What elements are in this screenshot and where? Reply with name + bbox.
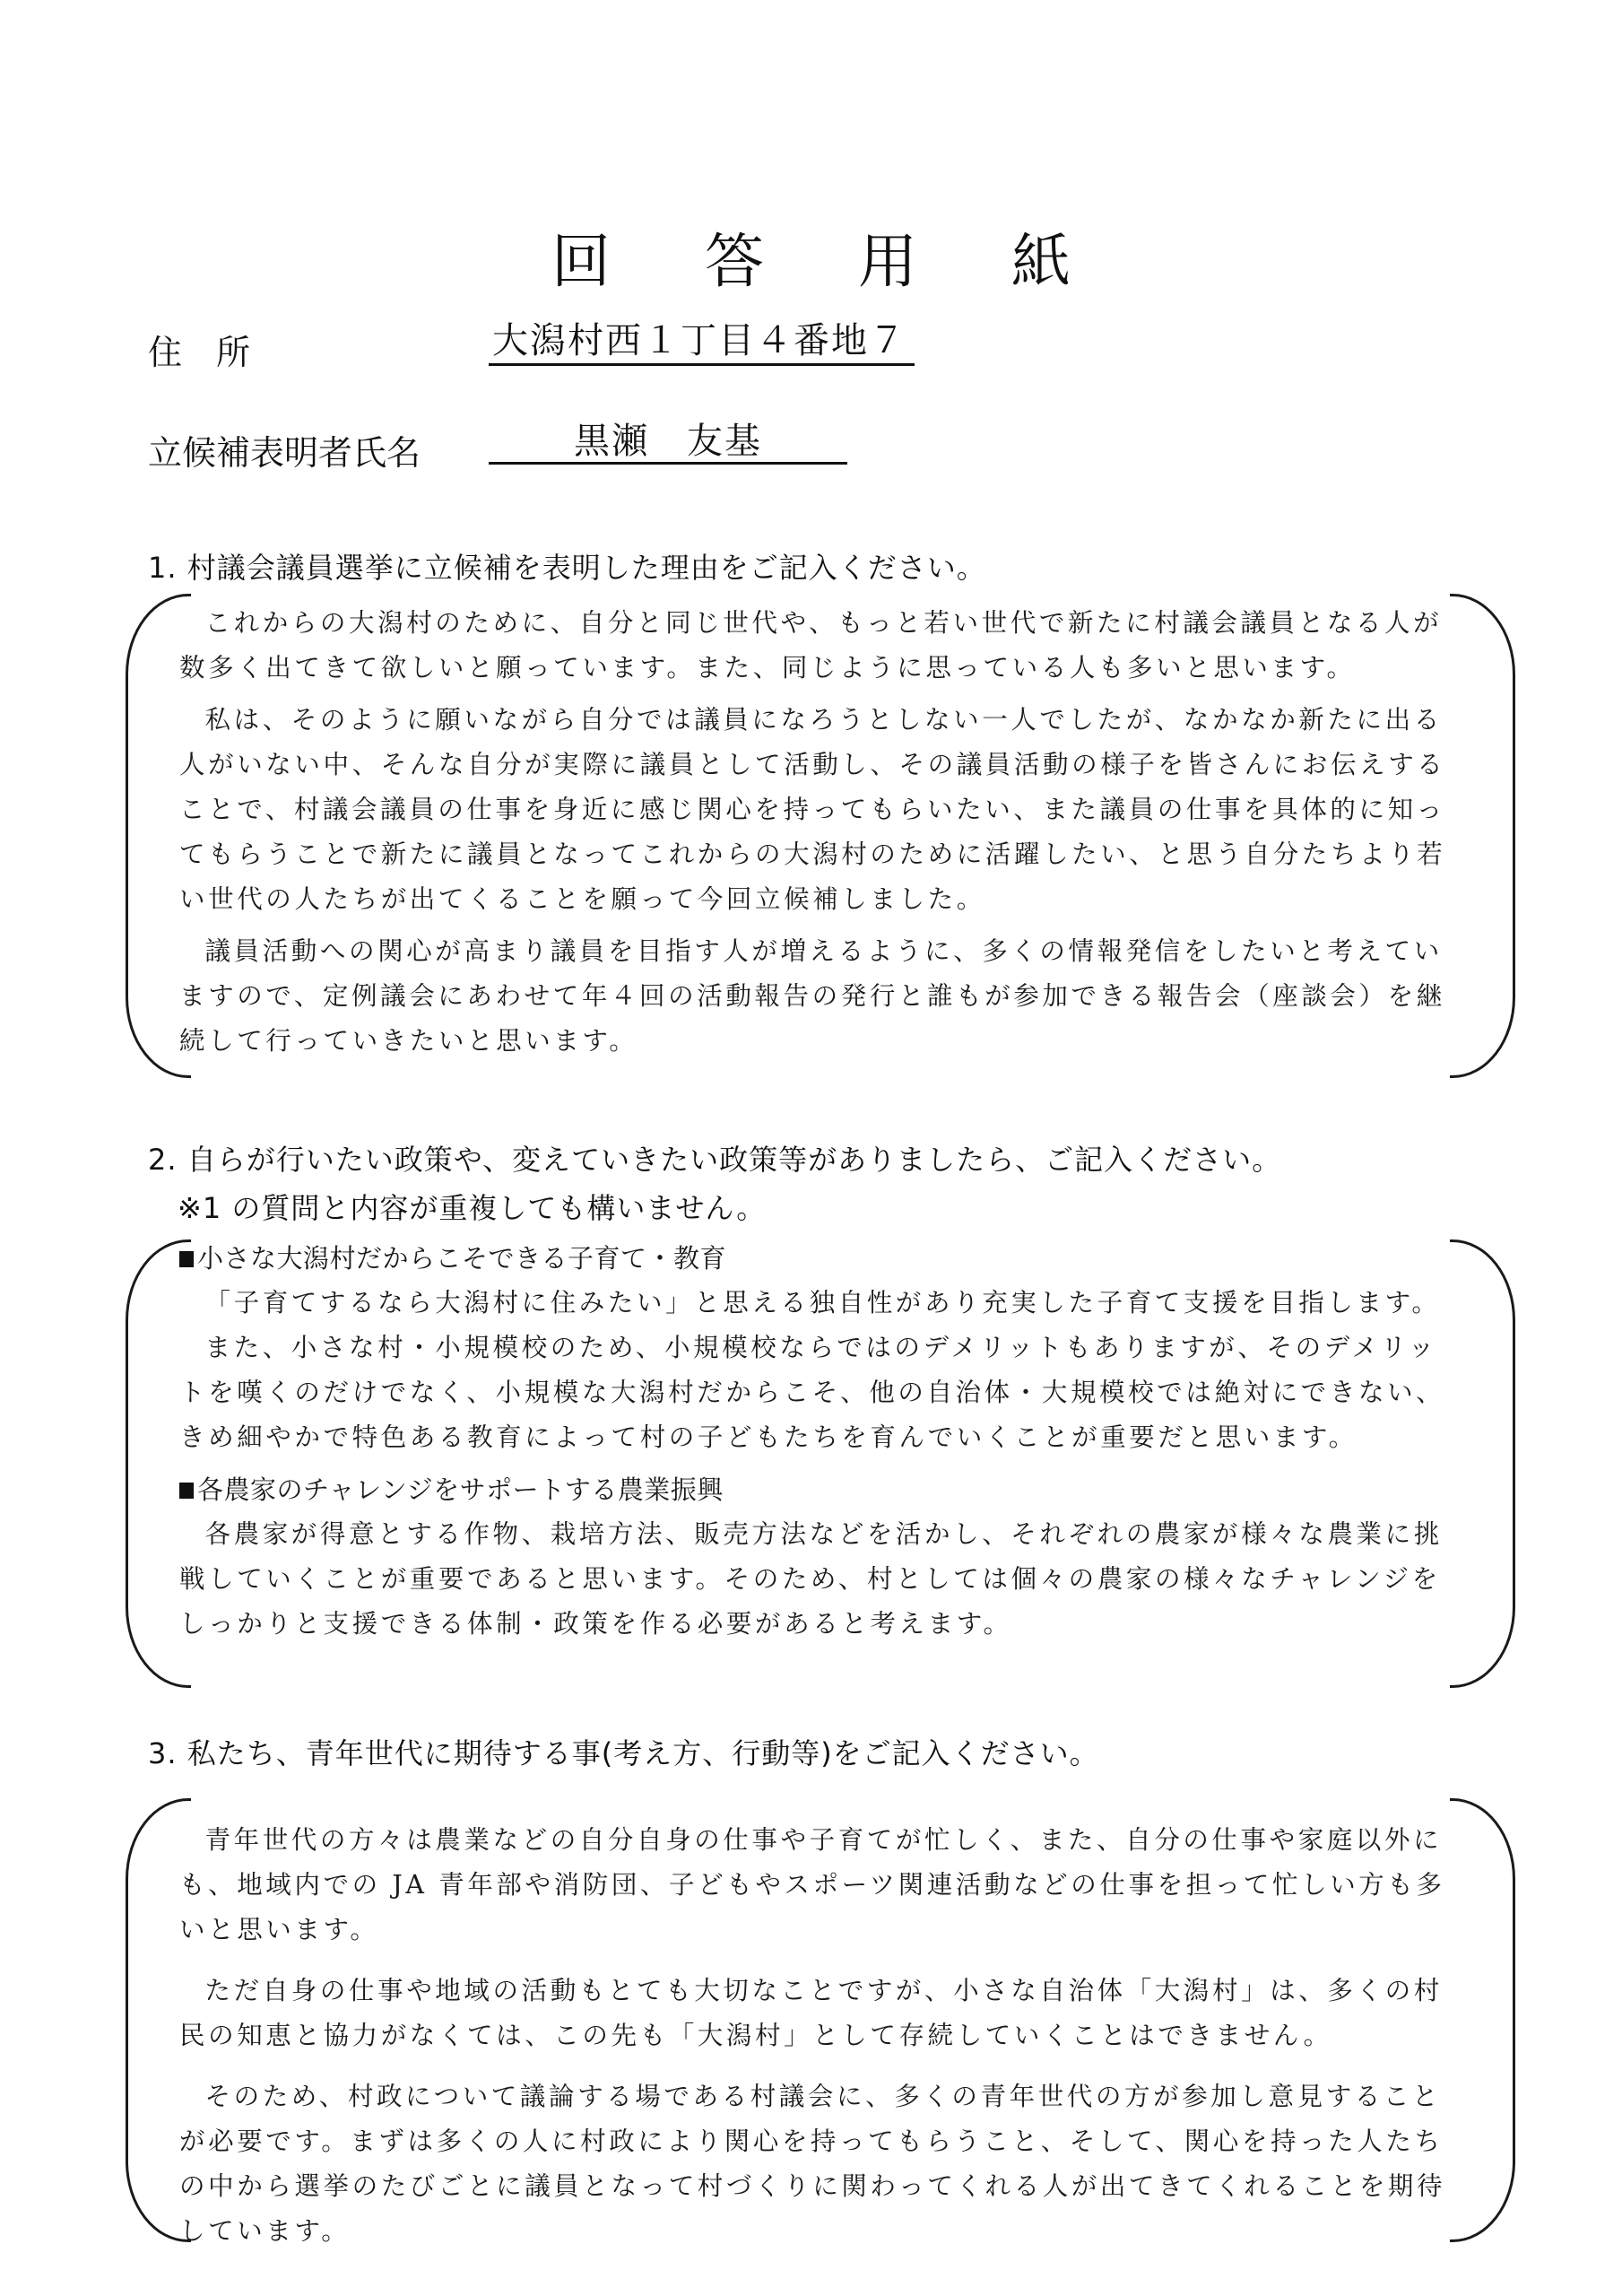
answer-paragraph: これからの大潟村のために、自分と同じ世代や、もっと若い世代で新たに村議会議員となる人が数多く出てきて欲しいと願っています。また、同じように思っている人も多いと思います。 xyxy=(179,608,1443,683)
address-label: 住 所 xyxy=(148,333,251,372)
bracket-right xyxy=(1450,1798,1515,2242)
square-bullet-icon xyxy=(179,1483,194,1499)
answer-box-1 xyxy=(126,594,1515,1078)
name-underline xyxy=(489,462,847,465)
answer-2-content xyxy=(179,1236,1453,1654)
answer-paragraph: そのため、村政について議論する場である村議会に、多くの青年世代の方が参加し意見することが必要です。まずは多くの人に村政により関心を持ってもらうこと、そして、関心を持った人たちの中から選挙のたびごとに議員となって村づくりに関わってくれる人が出てきてくれることを期待しています。 xyxy=(179,2082,1446,2246)
answer-paragraph: 私は、そのように願いながら自分では議員になろうとしない一人でしたが、なかなか新たに出る人がいない中、そんな自分が実際に議員として活動し、その議員活動の様子を皆さんにお伝えすることで、村議会議員の仕事を身近に感じ関心を持ってもらいたい、また議員の仕事を具体的に知ってもらうことで新たに議員となってこれからの大潟村のために活躍したい、と思う自分たちより若い世代の人たちが出てくることを願って今回立候補しました。 xyxy=(179,705,1446,914)
answer-paragraph: 議員活動への関心が高まり議員を目指す人が増えるように、多くの情報発信をしたいと考えていますので、定例議会にあわせて年４回の活動報告の発行と誰もが参加できる報告会（座談会）を継続して行っていきたいと思います。 xyxy=(179,936,1445,1056)
section-heading xyxy=(179,1467,1453,1512)
square-bullet-icon xyxy=(179,1251,194,1267)
section-heading-text: 各農家のチャレンジをサポートする農業振興 xyxy=(197,1474,724,1505)
answer-1-content xyxy=(179,601,1453,1071)
section-heading xyxy=(179,1236,1453,1281)
bracket-right xyxy=(1450,594,1515,1078)
answer-paragraph: 各農家が得意とする作物、栽培方法、販売方法などを活かし、それぞれの農家が様々な農業に挑戦していくことが重要であると思います。そのため、村としては個々の農家の様々なチャレンジをしっかりと支援できる体制・政策を作る必要があると考えます。 xyxy=(179,1519,1443,1639)
document-title: 回 答 用 紙 xyxy=(551,227,1108,296)
name-value: 黒瀬 友基 xyxy=(574,421,762,462)
answer-box-3 xyxy=(126,1798,1515,2246)
question-2-note: ※1 の質問と内容が重複しても構いません。 xyxy=(178,1191,767,1225)
question-3: 3. 私たち、青年世代に期待する事(考え方、行動等)をご記入ください。 xyxy=(148,1736,1099,1770)
answer-paragraph: また、小さな村・小規模校のため、小規模校ならではのデメリットもありますが、そのデメリットを嘆くのだけでなく、小規模な大潟村だからこそ、他の自治体・大規模校では絶対にできない、きめ細やかで特色ある教育によって村の子どもたちを育んでいくことが重要だと思います。 xyxy=(179,1333,1445,1452)
bracket-right xyxy=(1450,1239,1515,1688)
name-label: 立候補表明者氏名 xyxy=(148,433,421,473)
answer-paragraph: 「子育てするなら大潟村に住みたい」と思える独自性があり充実した子育て支援を目指します。 xyxy=(204,1288,1441,1318)
section-heading-text: 小さな大潟村だからこそできる子育て・教育 xyxy=(197,1243,727,1274)
answer-box-2 xyxy=(126,1239,1515,1688)
answer-paragraph: 青年世代の方々は農業などの自分自身の仕事や子育てが忙しく、また、自分の仕事や家庭以外にも、地域内での JA 青年部や消防団、子どもやスポーツ関連活動などの仕事を担って忙しい方も多いと思います。 xyxy=(179,1825,1445,1944)
question-1: 1. 村議会議員選挙に立候補を表明した理由をご記入ください。 xyxy=(148,551,986,585)
answer-3-content xyxy=(179,1818,1453,2261)
answer-paragraph: ただ自身の仕事や地域の活動もとても大切なことですが、小さな自治体「大潟村」は、多くの村民の知恵と協力がなくては、この先も「大潟村」として存続していくことはできません。 xyxy=(179,1976,1443,2050)
address-value: 大潟村西１丁目４番地７ xyxy=(492,320,906,361)
question-2: 2. 自らが行いたい政策や、変えていきたい政策等がありましたら、ご記入ください。 xyxy=(148,1143,1282,1177)
address-underline xyxy=(489,363,915,366)
